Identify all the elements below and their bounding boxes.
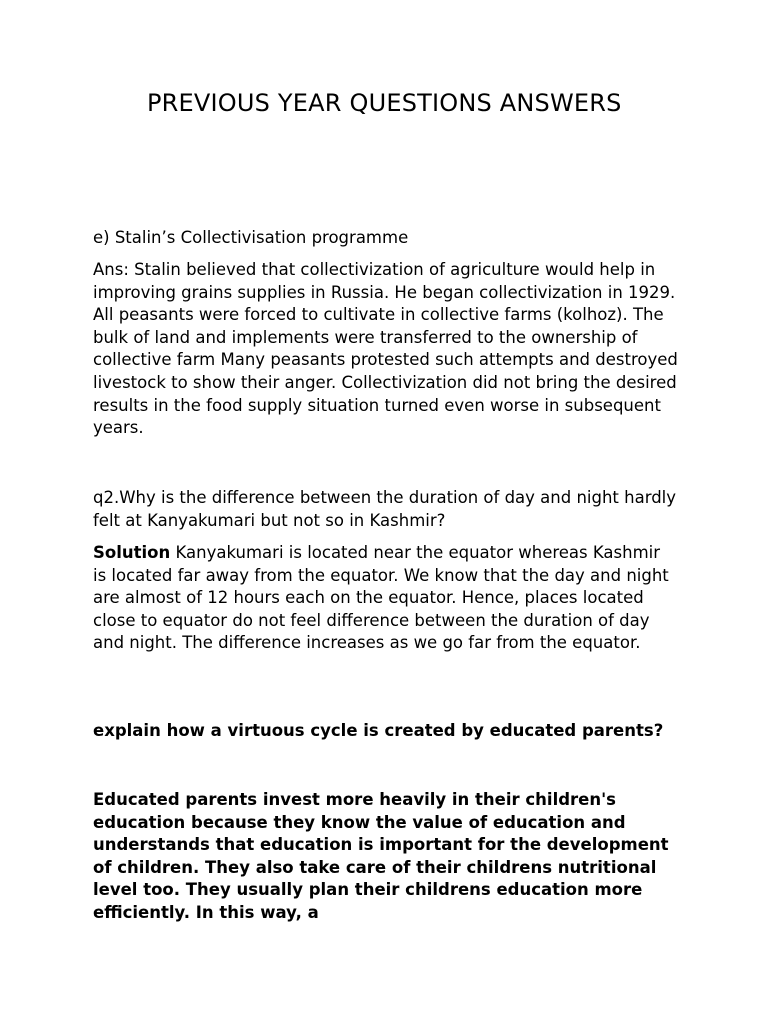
document-title: PREVIOUS YEAR QUESTIONS ANSWERS xyxy=(147,89,622,117)
answer-2-text: Kanyakumari is located near the equator whereas Kashmir is located far away from the equator. We know that the day and night are almost of 12 hours each on the equator. Hence, places located close to equator do not feel difference between the duration of day and night. The difference increases as we go far from the equator. xyxy=(93,543,669,653)
answer-2 xyxy=(93,542,678,655)
answer-3: Educated parents invest more heavily in their children's education because they know the value of education and understands that education is important for the development of children. They also take care of their childrens nutritional level too. They usually plan their childrens education more efficiently. In this way, a xyxy=(93,790,669,922)
solution-label: Solution xyxy=(93,543,171,562)
question-3: explain how a virtuous cycle is created by educated parents? xyxy=(93,721,664,740)
answer-1: Ans: Stalin believed that collectivization of agriculture would help in improving grains supplies in Russia. He began collectivization in 1929. All peasants were forced to cultivate in collective farms (kolhoz). The bulk of land and implements were transferred to the ownership of collective farm Many peasants protested such attempts and destroyed livestock to show their anger. Collectivization did not bring the desired results in the food supply situation turned even worse in subsequent years. xyxy=(93,260,678,438)
question-1: e) Stalin’s Collectivisation programme xyxy=(93,228,409,247)
question-2: q2.Why is the difference between the duration of day and night hardly felt at Kanyakumari but not so in Kashmir? xyxy=(93,488,677,530)
